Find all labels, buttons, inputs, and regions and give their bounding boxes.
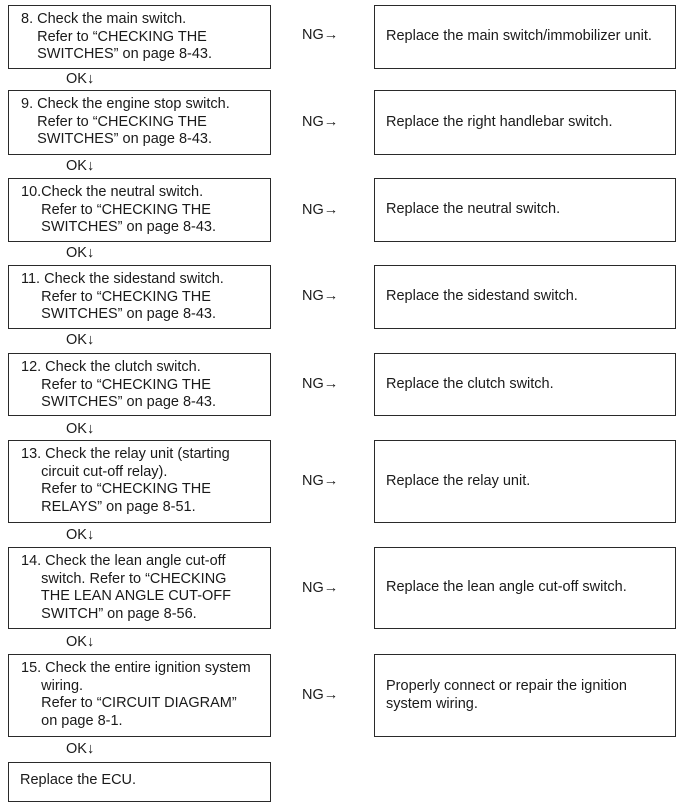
step-text: SWITCHES” on page 8-43. <box>21 394 217 410</box>
remedy-text: Replace the relay unit. <box>386 472 531 489</box>
ng-label: NG→ <box>302 114 339 130</box>
remedy-box-9 <box>374 90 676 155</box>
remedy-text: Replace the right handlebar switch. <box>386 113 613 130</box>
step-text: Refer to “CHECKING THE <box>21 376 211 393</box>
step-text: Refer to “CIRCUIT DIAGRAM” <box>21 695 237 711</box>
step-text: SWITCHES” on page 8-43. <box>21 46 212 62</box>
remedy-box-11 <box>374 265 676 329</box>
ok-label: OK↓ <box>66 741 95 757</box>
step-box-14 <box>8 547 271 629</box>
step-text: switch. Refer to “CHECKING <box>21 570 227 587</box>
step-text: circuit cut-off relay). <box>21 463 168 480</box>
step-text: 8. Check the main switch. <box>21 11 187 27</box>
step-text: Refer to “CHECKING THE <box>21 113 207 130</box>
step-box-8 <box>8 5 271 69</box>
remedy-box-12 <box>374 353 676 416</box>
step-text: Refer to “CHECKING THE <box>21 201 211 218</box>
step-text: 12. Check the clutch switch. <box>21 359 201 375</box>
final-step-box <box>8 762 271 802</box>
remedy-box-15 <box>374 654 676 737</box>
step-box-10 <box>8 178 271 242</box>
step-text: 10.Check the neutral switch. <box>21 184 204 200</box>
remedy-text: Properly connect or repair the ignition <box>386 678 627 694</box>
step-box-12 <box>8 353 271 416</box>
ok-label: OK↓ <box>66 527 95 543</box>
ng-label: NG→ <box>302 687 339 703</box>
step-text: SWITCHES” on page 8-43. <box>21 306 217 322</box>
step-box-11 <box>8 265 271 329</box>
ok-label: OK↓ <box>66 634 95 650</box>
remedy-text: system wiring. <box>386 695 478 712</box>
ng-label: NG→ <box>302 27 339 43</box>
step-text: THE LEAN ANGLE CUT-OFF <box>21 588 232 604</box>
remedy-box-14 <box>374 547 676 629</box>
remedy-text: Replace the lean angle cut-off switch. <box>386 579 627 596</box>
ng-label: NG→ <box>302 376 339 392</box>
remedy-text: Replace the neutral switch. <box>386 201 561 218</box>
remedy-box-8 <box>374 5 676 69</box>
step-text: 11. Check the sidestand switch. <box>21 271 224 287</box>
step-text: RELAYS” on page 8-51. <box>21 498 196 515</box>
step-text: Refer to “CHECKING THE <box>21 288 211 305</box>
step-box-13 <box>8 440 271 523</box>
remedy-box-10 <box>374 178 676 242</box>
ok-label: OK↓ <box>66 245 95 261</box>
ng-label: NG→ <box>302 473 339 489</box>
ng-label: NG→ <box>302 580 339 596</box>
remedy-box-13 <box>374 440 676 523</box>
step-text: wiring. <box>21 677 84 694</box>
step-text: SWITCHES” on page 8-43. <box>21 219 217 235</box>
step-text: SWITCH” on page 8-56. <box>21 605 197 622</box>
step-text: Refer to “CHECKING THE <box>21 481 211 497</box>
ng-label: NG→ <box>302 288 339 304</box>
ok-label: OK↓ <box>66 158 95 174</box>
step-box-15 <box>8 654 271 737</box>
step-text: on page 8-1. <box>21 712 123 729</box>
step-text: 14. Check the lean angle cut-off <box>21 553 226 569</box>
remedy-text: Replace the sidestand switch. <box>386 288 578 305</box>
ng-label: NG→ <box>302 202 339 218</box>
remedy-text: Replace the main switch/immobilizer unit. <box>386 28 652 45</box>
step-text: 9. Check the engine stop switch. <box>21 96 230 112</box>
ok-label: OK↓ <box>66 421 95 437</box>
final-step-text: Replace the ECU. <box>20 772 137 788</box>
step-box-9 <box>8 90 271 155</box>
step-text: 15. Check the entire ignition system <box>21 660 251 676</box>
step-text: 13. Check the relay unit (starting <box>21 446 230 462</box>
ok-label: OK↓ <box>66 332 95 348</box>
ok-label: OK↓ <box>66 71 95 87</box>
step-text: SWITCHES” on page 8-43. <box>21 131 212 147</box>
step-text: Refer to “CHECKING THE <box>21 28 207 45</box>
remedy-text: Replace the clutch switch. <box>386 375 554 392</box>
